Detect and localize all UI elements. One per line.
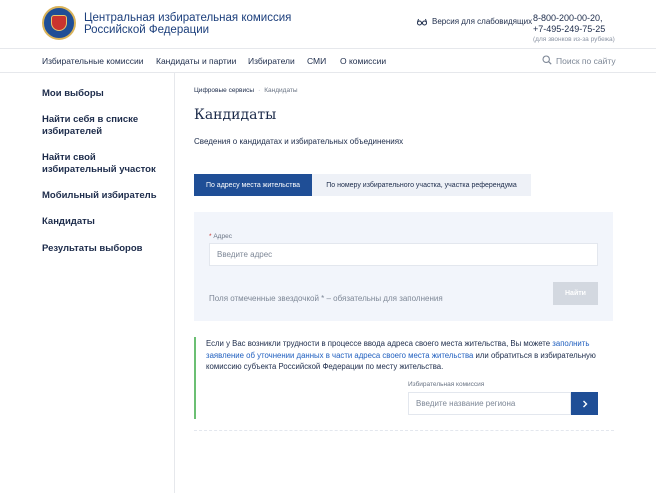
search-mode-tabs [194,174,531,196]
help-block [194,337,614,419]
content-divider [194,430,614,431]
nav-item-about[interactable]: О комиссии [340,56,387,66]
search-label: Поиск по сайту [556,56,616,66]
help-text-part2: или обратиться в избирательную комиссию субъекта Российской Федерации по месту жительства. [206,350,596,371]
organization-name-line2: Российской Федерации [84,24,210,36]
help-text-part1: Если у Вас возникли трудности в процессе ввода адреса своего места жительства, Вы можете [206,339,551,348]
sidebar [0,73,175,493]
search-icon [542,55,552,67]
sidebar-item-find-in-list[interactable]: Найти себя в списке избирателей [42,114,139,137]
organization-name[interactable] [84,12,291,36]
nav-item-media[interactable]: СМИ [307,56,327,66]
coat-of-arms-logo[interactable] [42,6,76,40]
find-button[interactable]: Найти [553,282,598,305]
sidebar-item-candidates[interactable]: Кандидаты [42,216,95,227]
nav-item-commissions[interactable]: Избирательные комиссии [42,56,144,66]
sidebar-item-mobile-voter[interactable]: Мобильный избиратель [42,190,157,201]
phone-note: (для звонков из-за рубежа) [533,36,615,43]
clarification-request-link[interactable]: заполнить заявление об уточнении данных в части адреса своего места жительства [206,339,590,360]
region-input[interactable] [408,392,571,415]
required-star: * [209,233,212,240]
tab-by-polling-station[interactable]: По номеру избирательного участка, участка референдума [312,174,531,196]
tab-by-address[interactable]: По адресу места жительства [194,174,312,196]
sidebar-item-find-polling-station[interactable]: Найти свой избирательный участок [42,152,156,175]
breadcrumb-parent[interactable]: Цифровые сервисы [194,87,255,94]
breadcrumb [194,87,298,94]
region-submit-button[interactable] [571,392,598,415]
phone-international[interactable]: +7-495-249-75-25 [533,24,606,34]
sidebar-item-my-elections[interactable]: Мои выборы [42,88,104,99]
site-header [0,0,656,48]
sidebar-item-election-results[interactable]: Результаты выборов [42,243,143,254]
breadcrumb-separator: · [258,87,261,94]
site-search[interactable] [542,55,616,67]
nav-item-voters[interactable]: Избиратели [248,56,295,66]
phone-hotline[interactable]: 8-800-200-00-20, [533,13,603,23]
main-nav [0,48,656,73]
organization-name-line1: Центральная избирательная комиссия [84,12,292,24]
page-title: Кандидаты [194,107,277,123]
address-label-text: Адрес [213,233,232,240]
help-text [206,338,611,373]
page-subtitle: Сведения о кандидатах и избирательных объединениях [194,137,404,146]
glasses-icon [417,18,427,26]
nav-item-candidates-parties[interactable]: Кандидаты и партии [156,56,237,66]
region-field-label: Избирательная комиссия [408,381,485,388]
accessibility-label: Версия для слабовидящих [432,17,533,26]
chevron-right-icon [581,396,589,411]
contact-phones [533,13,615,44]
accessibility-link[interactable] [417,17,532,26]
eagle-emblem-icon [51,15,67,31]
required-fields-note: Поля отмеченные звездочкой * – обязательны для заполнения [209,294,443,303]
breadcrumb-current: Кандидаты [264,87,298,94]
address-input[interactable] [209,243,598,266]
address-field-label [209,233,232,240]
address-search-form [194,212,613,321]
